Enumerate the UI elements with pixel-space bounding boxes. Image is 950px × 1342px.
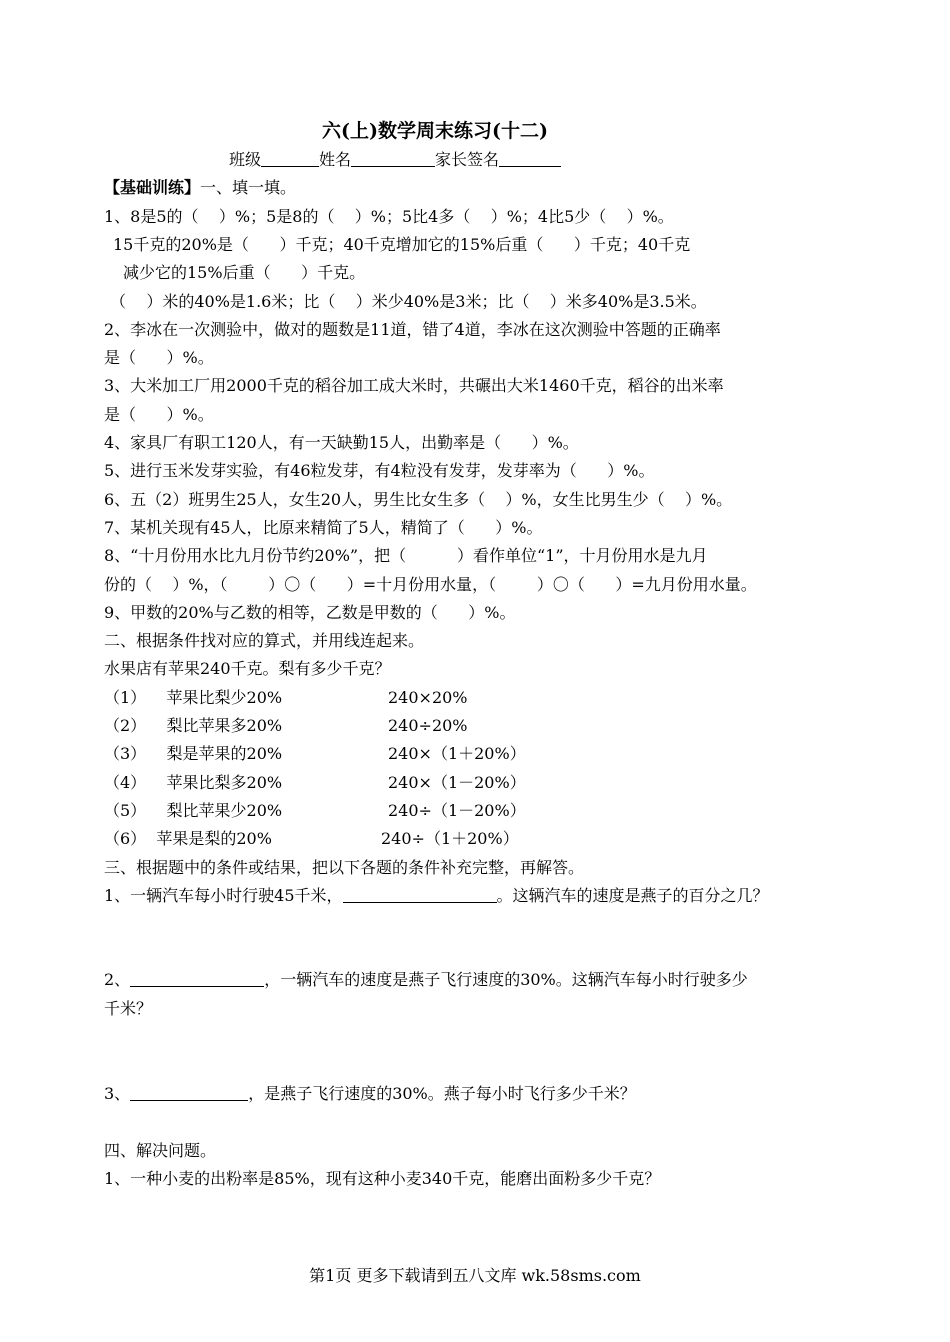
section2-heading: 二、根据条件找对应的算式，并用线连起来。 [104, 631, 425, 650]
section4-heading: 四、解决问题。 [104, 1141, 217, 1160]
condition-item[interactable]: （2） 梨比苹果多20% [104, 716, 283, 735]
condition-item[interactable]: （4） 苹果比梨多20% [104, 773, 283, 792]
s3-q3-number: 3、 [104, 1084, 131, 1103]
s4-q1-line: 1、一种小麦的出粉率是85%，现有这种小麦340千克，能磨出面粉多少千克？ [104, 1169, 661, 1188]
q3-line-b: 是（ ）%。 [104, 405, 214, 424]
section1-tag: 【基础训练】 [104, 178, 201, 197]
formula-item[interactable]: 240×（1－20%） [388, 773, 526, 792]
s3-q3-line [104, 1084, 636, 1104]
section1-title: 一、填一填。 [200, 178, 297, 197]
s3-q2-text: ，一辆汽车的速度是燕子飞行速度的30%。这辆汽车每小时行驶多少 [264, 970, 748, 989]
s3-q1-line [104, 886, 769, 906]
s3-q2-number: 2、 [104, 970, 131, 989]
s3-q2-line [104, 970, 748, 990]
parent-signature-field[interactable] [499, 150, 561, 167]
s3-q2-continuation: 千米？ [104, 999, 153, 1018]
q1-line-c: 减少它的15%后重（ ）千克。 [123, 263, 366, 282]
s3-q3-blank[interactable] [130, 1084, 248, 1101]
class-field[interactable] [261, 150, 319, 167]
class-label: 班级 [229, 150, 262, 169]
student-info-line [229, 150, 561, 170]
name-label: 姓名 [319, 150, 352, 169]
q2-line-a: 2、李冰在一次测验中，做对的题数是11道，错了4道，李冰在这次测验中答题的正确率 [104, 320, 721, 339]
page-title: 六(上)数学周末练习(十二) [322, 120, 548, 142]
q2-line-b: 是（ ）%。 [104, 348, 214, 367]
formula-item[interactable]: 240÷（1＋20%） [381, 829, 519, 848]
formula-item[interactable]: 240×20% [388, 688, 468, 707]
condition-item[interactable]: （6） 苹果是梨的20% [104, 829, 272, 848]
q9-line: 9、甲数的20%与乙数的相等，乙数是甲数的（ ）%。 [104, 603, 516, 622]
q7-line: 7、某机关现有45人，比原来精简了5人，精简了（ ）%。 [104, 518, 543, 537]
section3-heading: 三、根据题中的条件或结果，把以下各题的条件补充完整，再解答。 [104, 858, 585, 877]
q1-line-a: 1、8是5的（ ）%；5是8的（ ）%；5比4多（ ）%；4比5少（ ）%。 [104, 207, 674, 226]
q3-line-a: 3、大米加工厂用2000千克的稻谷加工成大米时，共碾出大米1460千克，稻谷的出米率 [104, 376, 724, 395]
q8-line-b: 份的（ ）%，（ ）〇（ ）=十月份用水量，（ ）〇（ ）=九月份用水量。 [104, 575, 757, 594]
section2-intro: 水果店有苹果240千克。梨有多少千克？ [104, 659, 391, 678]
section1-heading [104, 178, 296, 198]
s3-q3-text: ，是燕子飞行速度的30%。燕子每小时飞行多少千米？ [248, 1084, 636, 1103]
s3-q1-text: 1、一辆汽车每小时行驶45千米， [104, 886, 343, 905]
page-footer: 第1页 更多下载请到五八文库 wk.58sms.com [309, 1266, 641, 1285]
s3-q1-question: 。这辆汽车的速度是燕子的百分之几？ [496, 886, 769, 905]
condition-item[interactable]: （1） 苹果比梨少20% [104, 688, 283, 707]
name-field[interactable] [351, 150, 435, 167]
formula-item[interactable]: 240×（1＋20%） [388, 744, 526, 763]
condition-item[interactable]: （3） 梨是苹果的20% [104, 744, 283, 763]
q6-line: 6、五（2）班男生25人，女生20人，男生比女生多（ ）%，女生比男生少（ ）%。 [104, 490, 733, 509]
q8-line-a: 8、“十月份用水比九月份节约20%”，把（ ）看作单位“1”，十月份用水是九月 [104, 546, 708, 565]
q1-line-d: （ ）米的40%是1.6米；比（ ）米少40%是3米；比（ ）米多40%是3.5米。 [110, 292, 707, 311]
s3-q2-blank[interactable] [130, 970, 264, 987]
formula-item[interactable]: 240÷（1－20%） [388, 801, 526, 820]
formula-item[interactable]: 240÷20% [388, 716, 468, 735]
parent-label: 家长签名 [435, 150, 500, 169]
q4-line: 4、家具厂有职工120人，有一天缺勤15人，出勤率是（ ）%。 [104, 433, 579, 452]
condition-item[interactable]: （5） 梨比苹果少20% [104, 801, 283, 820]
q1-line-b: 15千克的20%是（ ）千克；40千克增加它的15%后重（ ）千克；40千克 [113, 235, 691, 254]
s3-q1-blank[interactable] [343, 886, 497, 903]
q5-line: 5、进行玉米发芽实验，有46粒发芽，有4粒没有发芽，发芽率为（ ）%。 [104, 461, 655, 480]
